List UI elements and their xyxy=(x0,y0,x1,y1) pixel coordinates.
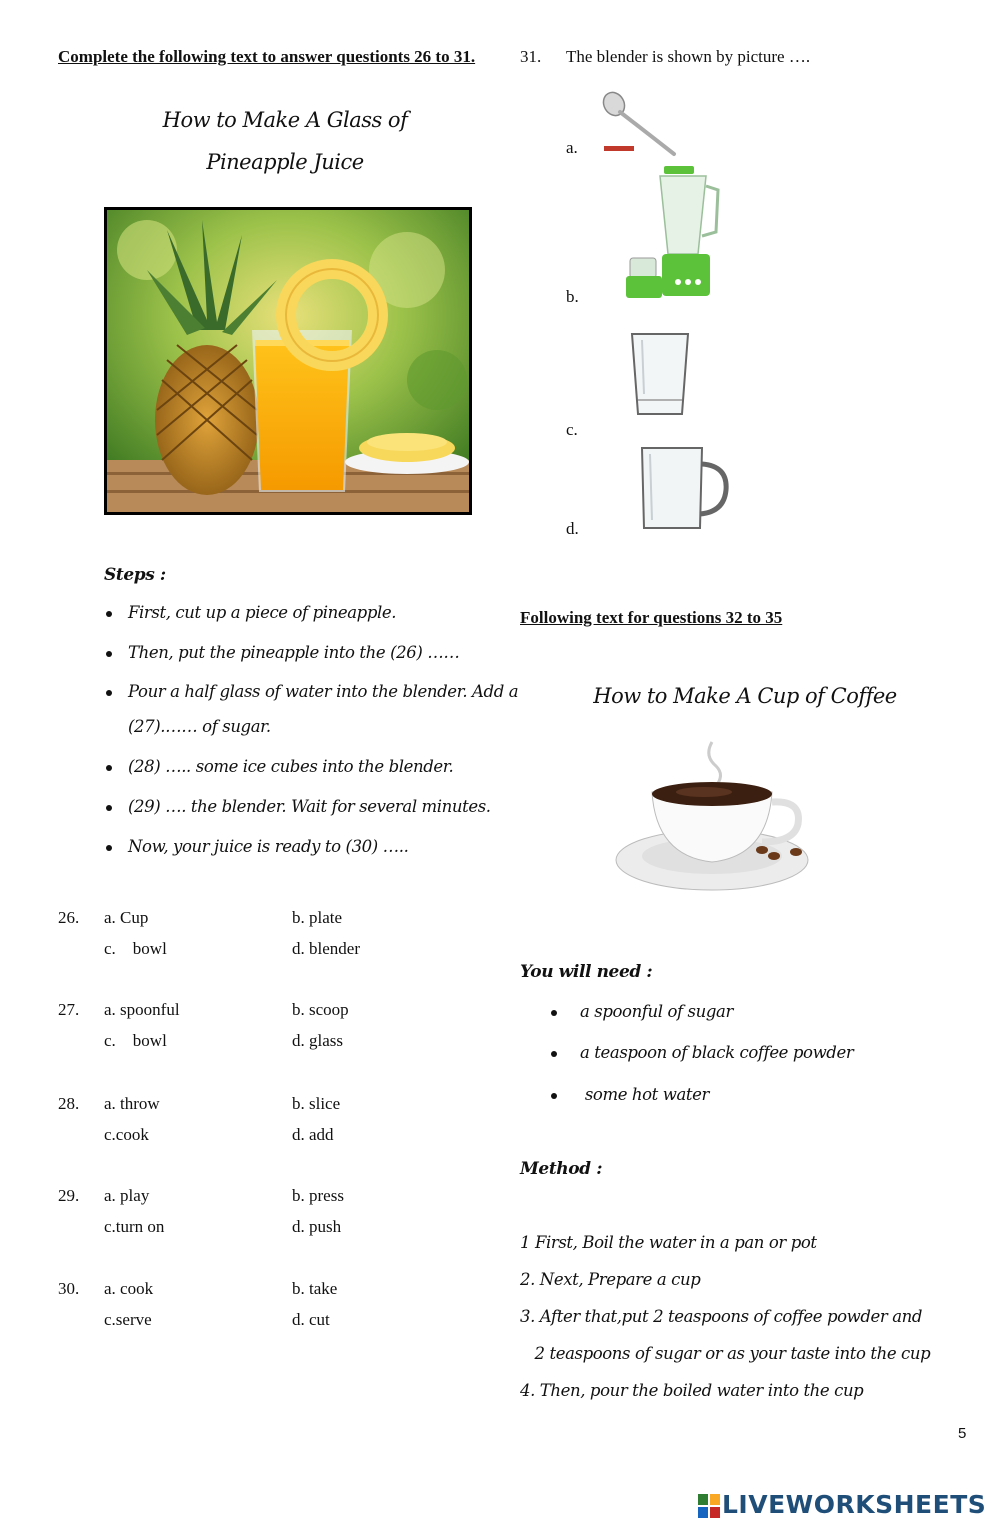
option-a[interactable]: a. play xyxy=(104,1186,150,1205)
option-a[interactable]: a. Cup xyxy=(104,908,149,927)
coffee-title: How to Make A Cup of Coffee xyxy=(593,684,897,708)
option-d[interactable]: d. glass xyxy=(292,1031,343,1050)
option-c[interactable]: c.serve xyxy=(104,1310,152,1329)
bullet-dot xyxy=(106,690,112,696)
step-4: (28) ….. some ice cubes into the blender. xyxy=(128,757,454,776)
page-number: 5 xyxy=(958,1425,967,1442)
liveworksheets-wordmark: LIVEWORKSHEETS xyxy=(722,1490,987,1519)
option-c[interactable]: c.turn on xyxy=(104,1217,165,1236)
liveworksheets-icon xyxy=(698,1494,720,1518)
method-step-1: 1 First, Boil the water in a pan or pot xyxy=(520,1233,817,1252)
coffee-cup-image xyxy=(612,738,812,898)
spoon-image[interactable] xyxy=(598,90,682,160)
step-6: Now, your juice is ready to (30) ….. xyxy=(128,837,409,856)
option-d[interactable]: d. blender xyxy=(292,939,360,958)
option-d[interactable]: d. add xyxy=(292,1125,334,1144)
method-step-3: 3. After that,put 2 teaspoons of coffee powder and xyxy=(520,1307,923,1326)
option-c[interactable]: c. bowl xyxy=(104,1031,167,1050)
steps-heading: Steps : xyxy=(104,565,166,585)
option-b[interactable]: b. scoop xyxy=(292,1000,349,1019)
bullet-dot xyxy=(106,845,112,851)
question-number: 29. xyxy=(58,1186,80,1205)
bullet-dot xyxy=(551,1010,557,1016)
question-31-number: 31. xyxy=(520,47,542,66)
method-step-4: 4. Then, pour the boiled water into the cup xyxy=(520,1381,864,1400)
bullet-dot xyxy=(551,1051,557,1057)
option-b[interactable]: b. press xyxy=(292,1186,344,1205)
need-item-1: a spoonful of sugar xyxy=(580,1002,733,1021)
option-c[interactable]: c.cook xyxy=(104,1125,149,1144)
step-3-continued: (27).…… of sugar. xyxy=(128,717,271,736)
question-number: 30. xyxy=(58,1279,80,1298)
question-number: 28. xyxy=(58,1094,80,1113)
method-heading: Method : xyxy=(520,1159,603,1179)
method-step-3-continued: 2 teaspoons of sugar or as your taste into the cup xyxy=(520,1344,931,1363)
option-a[interactable]: a. throw xyxy=(104,1094,160,1113)
question-number: 27. xyxy=(58,1000,80,1019)
juice-title-line2: Pineapple Juice xyxy=(206,150,364,174)
question-31-text: The blender is shown by picture …. xyxy=(566,47,811,66)
option-b[interactable]: b. take xyxy=(292,1279,338,1298)
step-3: Pour a half glass of water into the blender. Add a xyxy=(128,682,519,701)
instruction-heading: Complete the following text to answer questionts 26 to 31. xyxy=(58,47,476,66)
question-number: 26. xyxy=(58,908,80,927)
option-a[interactable]: a. cook xyxy=(104,1279,154,1298)
pineapple-juice-image xyxy=(104,207,472,515)
option-d[interactable]: d. push xyxy=(292,1217,342,1236)
option-c[interactable]: c. bowl xyxy=(104,939,167,958)
liveworksheets-logo xyxy=(698,1490,998,1522)
option-b-label[interactable]: b. xyxy=(566,287,579,306)
step-2: Then, put the pineapple into the (26) …… xyxy=(128,643,460,662)
bullet-dot xyxy=(551,1093,557,1099)
method-step-2: 2. Next, Prepare a cup xyxy=(520,1270,701,1289)
option-c-label[interactable]: c. xyxy=(566,420,578,439)
step-5: (29) …. the blender. Wait for several minutes. xyxy=(128,797,491,816)
option-d-label[interactable]: d. xyxy=(566,519,579,538)
option-d[interactable]: d. cut xyxy=(292,1310,330,1329)
need-heading: You will need : xyxy=(520,962,653,982)
need-item-2: a teaspoon of black coffee powder xyxy=(580,1043,854,1062)
mug-image[interactable] xyxy=(636,442,732,534)
option-a[interactable]: a. spoonful xyxy=(104,1000,180,1019)
blender-image[interactable] xyxy=(622,162,722,302)
juice-title-line1: How to Make A Glass of xyxy=(162,108,408,132)
bullet-dot xyxy=(106,651,112,657)
bullet-dot xyxy=(106,805,112,811)
section-heading: Following text for questions 32 to 35 xyxy=(520,608,783,627)
bullet-dot xyxy=(106,611,112,617)
bullet-dot xyxy=(106,765,112,771)
step-1: First, cut up a piece of pineapple. xyxy=(128,603,397,622)
option-b[interactable]: b. plate xyxy=(292,908,343,927)
need-item-3: some hot water xyxy=(580,1085,709,1104)
option-a-label[interactable]: a. xyxy=(566,138,578,157)
glass-image[interactable] xyxy=(628,330,692,420)
option-b[interactable]: b. slice xyxy=(292,1094,341,1113)
